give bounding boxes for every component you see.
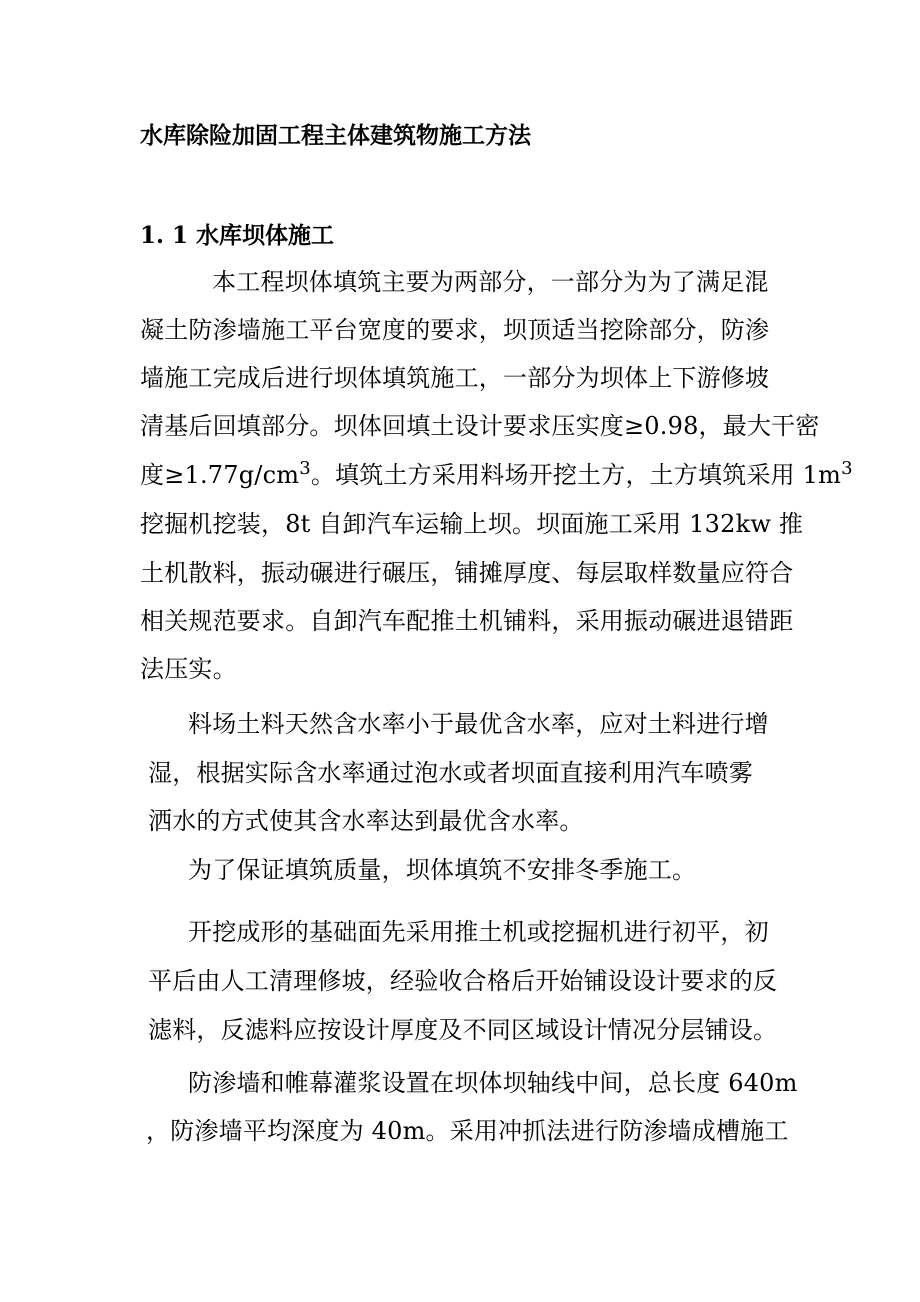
text-line: ，防渗墙平均深度为 40m。采用冲抓法进行防渗墙成槽施工 <box>146 1117 789 1145</box>
fill-method-text: 。填筑土方采用料场开挖土方，土方填筑采用 1m <box>310 461 842 489</box>
section-heading: 1. 1 水库坝体施工 <box>140 222 335 249</box>
text-line: 平后由人工清理修坡，经验收合格后开始铺设设计要求的反 <box>148 967 778 995</box>
text-line: 清基后回填部分。坝体回填土设计要求压实度≥0.98，最大干密 <box>140 412 820 440</box>
text-line-density <box>140 458 853 492</box>
text-line: 滤料，反滤料应按设计厚度及不同区域设计情况分层铺设。 <box>148 1016 778 1044</box>
superscript: 3 <box>841 458 853 479</box>
text-line: 本工程坝体填筑主要为两部分，一部分为为了满足混 <box>212 268 769 296</box>
density-text: 度≥1.77g/cm <box>140 461 300 489</box>
text-line: 墙施工完成后进行坝体填筑施工，一部分为坝体上下游修坡 <box>140 364 770 392</box>
text-line: 防渗墙和帷幕灌浆设置在坝体坝轴线中间，总长度 640m <box>188 1069 798 1097</box>
text-line: 法压实。 <box>140 655 237 683</box>
document-title: 水库除险加固工程主体建筑物施工方法 <box>140 122 531 149</box>
text-line: 开挖成形的基础面先采用推土机或挖掘机进行初平，初 <box>188 918 769 946</box>
text-line: 凝土防渗墙施工平台宽度的要求，坝顶适当挖除部分，防渗 <box>140 316 770 344</box>
superscript: 3 <box>299 458 311 479</box>
text-line: 土机散料，振动碾进行碾压，铺摊厚度、每层取样数量应符合 <box>140 559 794 587</box>
text-line: 洒水的方式使其含水率达到最优含水率。 <box>148 807 584 835</box>
text-line: 湿，根据实际含水率通过泡水或者坝面直接利用汽车喷雾 <box>148 759 753 787</box>
text-line: 挖掘机挖装，8t 自卸汽车运输上坝。坝面施工采用 132kw 推 <box>140 510 804 538</box>
text-line: 为了保证填筑质量，坝体填筑不安排冬季施工。 <box>188 856 697 884</box>
text-line: 料场土料天然含水率小于最优含水率，应对土料进行增 <box>188 710 769 738</box>
text-line: 相关规范要求。自卸汽车配推土机铺料，采用振动碾进退错距 <box>140 607 794 635</box>
